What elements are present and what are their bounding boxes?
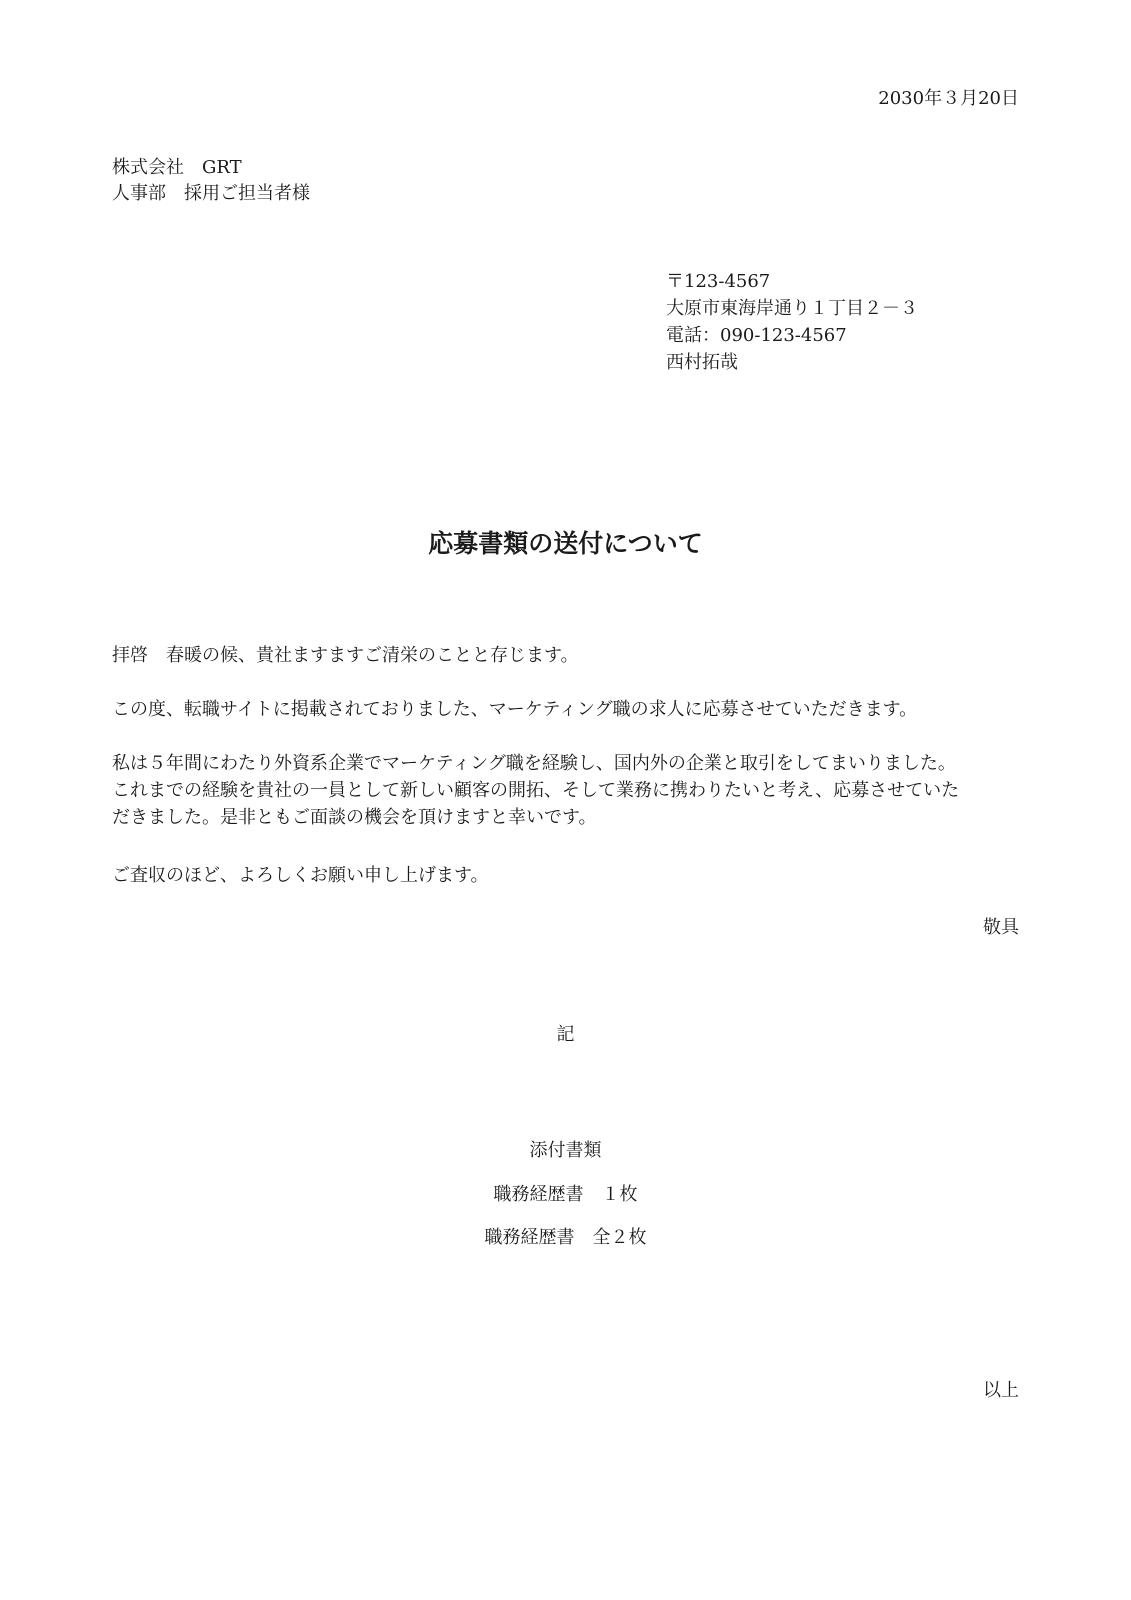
sender-postal: 〒123-4567 — [666, 271, 771, 292]
greeting-paragraph: 拝啓 春暖の候、貴社ますますご清栄のことと存じます。 — [112, 645, 579, 666]
recipient-company: 株式会社 GRT — [112, 157, 242, 178]
experience-line-3: だきました。是非ともご面談の機会を頂けますと幸いです。 — [112, 807, 597, 828]
closing-word: 敬具 — [983, 917, 1019, 938]
letter-title: 応募書類の送付について — [428, 529, 703, 558]
enclosure-item-2: 職務経歴書 全２枚 — [484, 1227, 647, 1248]
experience-paragraph — [112, 750, 1022, 831]
experience-line-1: 私は５年間にわたり外資系企業でマーケティング職を経験し、国内外の企業と取引をしてまいりました。 — [112, 753, 956, 774]
sender-block — [666, 268, 918, 376]
enclosure-item-1: 職務経歴書 １枚 — [493, 1184, 638, 1205]
letter-date: 2030年３月20日 — [878, 88, 1019, 109]
enclosure-heading: 添付書類 — [529, 1140, 602, 1161]
experience-line-2: これまでの経験を貴社の一員として新しい顧客の開拓、そして業務に携わりたいと考え、応募させていた — [112, 780, 960, 801]
ijo-marker: 以上 — [983, 1380, 1019, 1401]
application-paragraph: この度、転職サイトに掲載されておりました、マーケティング職の求人に応募させていただきます。 — [112, 699, 918, 720]
sender-name: 西村拓哉 — [666, 352, 738, 373]
recipient-department: 人事部 採用ご担当者様 — [112, 183, 310, 204]
sender-phone: 電話：090-123-4567 — [666, 325, 847, 346]
request-paragraph: ご査収のほど、よろしくお願い申し上げます。 — [112, 865, 489, 886]
ki-marker: 記 — [556, 1024, 575, 1045]
recipient-block — [112, 155, 310, 207]
sender-address: 大原市東海岸通り１丁目２－３ — [666, 298, 918, 319]
